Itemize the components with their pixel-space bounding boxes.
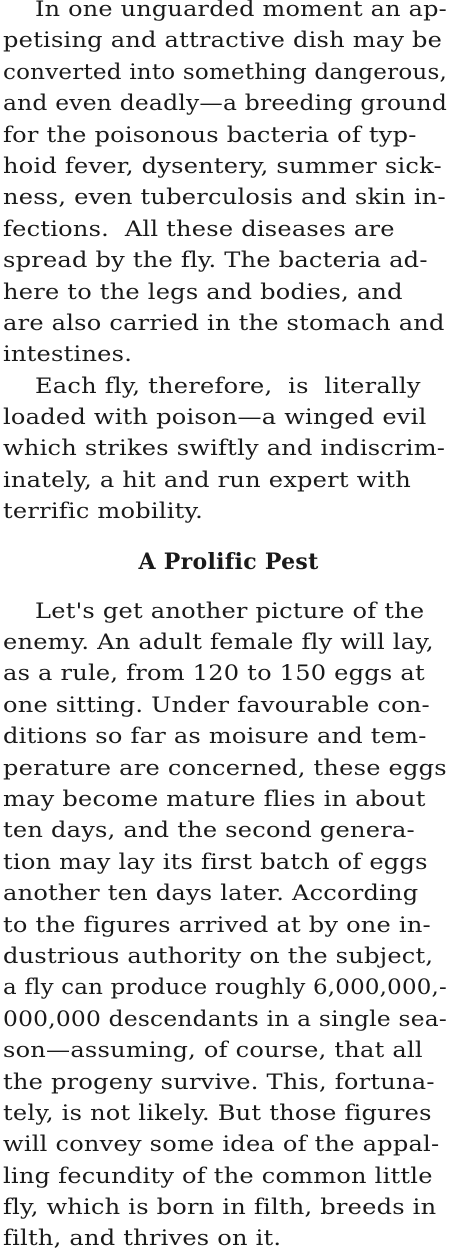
- text-line: which strikes swiftly and indiscrim-: [3, 436, 446, 462]
- text-line: intestines.: [3, 342, 133, 368]
- text-line: ling fecundity of the common little: [3, 1163, 433, 1189]
- text-line: one sitting. Under favourable con-: [3, 692, 430, 718]
- paragraph-fly-poison: [0, 371, 453, 528]
- text-line: tion may lay its first batch of eggs: [3, 849, 428, 875]
- text-line: may become mature flies in about: [3, 786, 426, 812]
- text-line: loaded with poison—a winged evil: [3, 405, 427, 431]
- text-line: the progeny survive. This, fortuna-: [3, 1069, 435, 1095]
- text-line: inately, a hit and run expert with: [3, 467, 412, 493]
- text-line: terrific mobility.: [3, 499, 204, 525]
- text-line: another ten days later. According: [3, 881, 419, 907]
- text-line: tely, is not likely. But those figures: [3, 1100, 432, 1126]
- text-line: fly, which is born in filth, breeds in: [3, 1195, 437, 1221]
- text-line: Let's get another picture of the: [35, 598, 425, 624]
- text-line: will convey some idea of the appal-: [3, 1132, 440, 1158]
- text-line: ditions so far as moisure and tem-: [3, 724, 427, 750]
- text-line: converted into something dangerous,: [3, 59, 447, 85]
- text-line: ten days, and the second genera-: [3, 818, 415, 844]
- text-line: 000,000 descendants in a single sea-: [3, 1006, 447, 1032]
- text-line: ness, even tuberculosis and skin in-: [3, 185, 446, 211]
- text-line: are also carried in the stomach and: [3, 310, 445, 336]
- text-line: as a rule, from 120 to 150 eggs at: [3, 661, 425, 687]
- text-line: for the poisonous bacteria of typ-: [3, 122, 417, 148]
- text-line: to the figures arrived at by one in-: [3, 912, 431, 938]
- text-line: In one unguarded moment an ap-: [35, 0, 447, 22]
- text-line: a fly can produce roughly 6,000,000,-: [3, 975, 447, 1001]
- text-line: filth, and thrives on it.: [3, 1226, 282, 1252]
- text-line: hoid fever, dysentery, summer sick-: [3, 153, 442, 179]
- text-line: dustrious authority on the subject,: [3, 943, 434, 969]
- text-line: petising and attractive dish may be: [3, 28, 443, 54]
- text-line: spread by the fly. The bacteria ad-: [3, 248, 428, 274]
- text-line: fections. All these diseases are: [3, 216, 395, 242]
- text-line: and even deadly—a breeding ground: [3, 91, 448, 117]
- paragraph-prolific-pest: [0, 596, 453, 1255]
- text-line: perature are concerned, these eggs: [3, 755, 447, 781]
- text-line: Each fly, therefore, is literally: [35, 373, 421, 399]
- text-line: here to the legs and bodies, and: [3, 279, 403, 305]
- paragraph-intro: [0, 0, 453, 371]
- text-line: son—assuming, of course, that all: [3, 1038, 423, 1064]
- section-heading: A Prolific Pest: [138, 548, 319, 575]
- text-line: enemy. An adult female fly will lay,: [3, 630, 434, 656]
